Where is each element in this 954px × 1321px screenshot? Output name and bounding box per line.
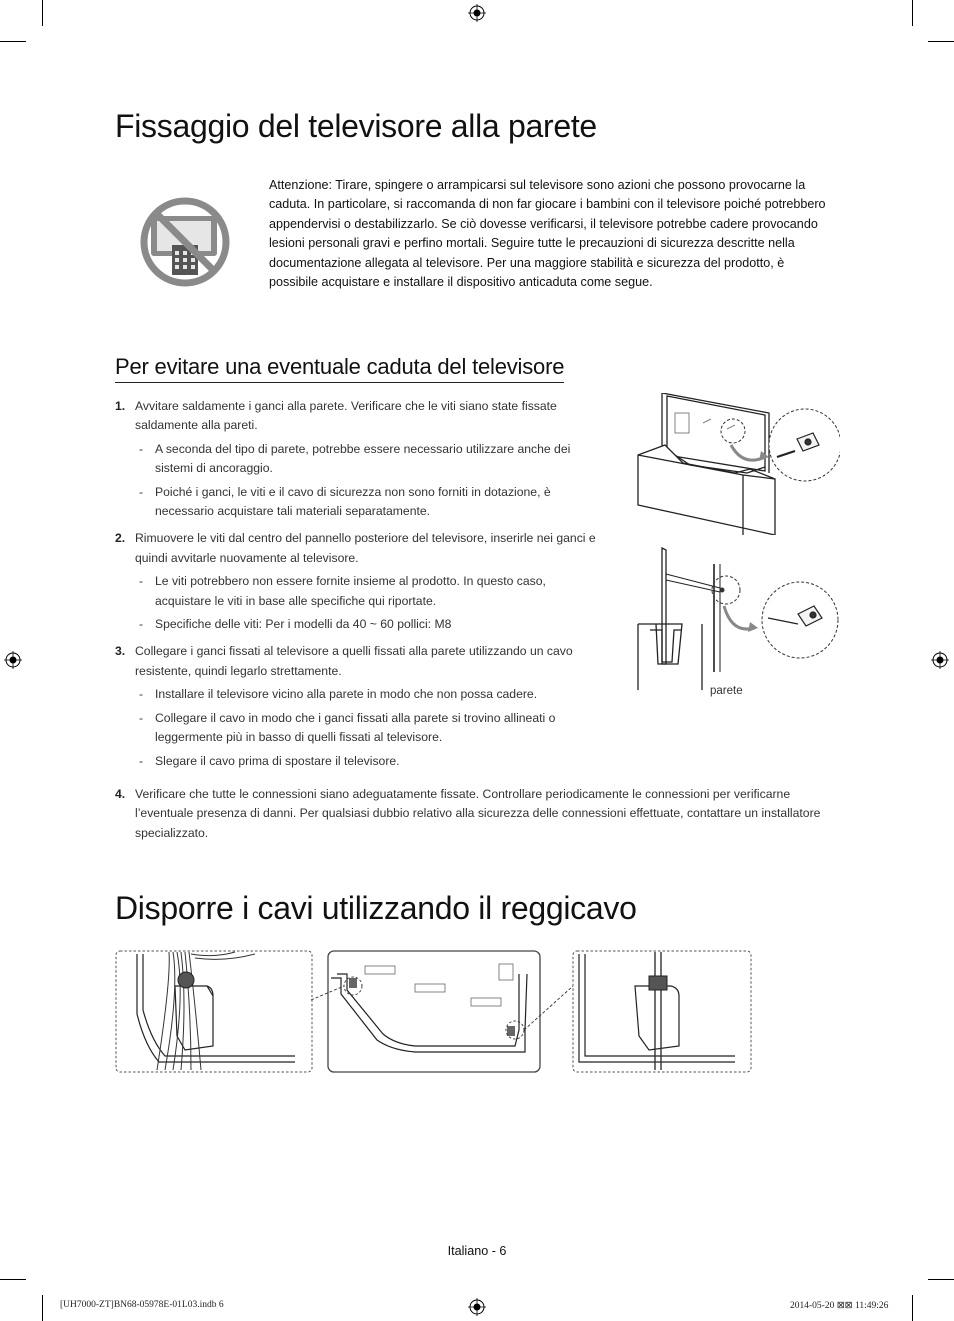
step-3 bbox=[115, 642, 605, 770]
cable-holder-illustration bbox=[115, 950, 755, 1076]
no-climbing-tv-icon bbox=[139, 196, 231, 288]
step-note-text: Poiché i ganci, le viti e il cavo di sicurezza non sono forniti in dotazione, è necessario acquistare tali materiali separatamente. bbox=[155, 484, 551, 519]
registration-mark-icon bbox=[931, 651, 949, 669]
steps-list bbox=[115, 397, 605, 779]
step-note-text: Specifiche delle viti: Per i modelli da 40 ~ 60 pollici: M8 bbox=[155, 617, 452, 632]
tv-side-wall-illustration bbox=[636, 544, 842, 694]
step-number: 2. bbox=[115, 531, 126, 546]
step-note-text: Slegare il cavo prima di spostare il televisore. bbox=[155, 753, 400, 768]
step-number: 4. bbox=[115, 787, 126, 801]
step-note-text: Collegare il cavo in modo che i ganci fissati alla parete si trovino allineati o leggermente più in basso di quelli fissati al televisore. bbox=[155, 710, 556, 745]
step-note: - Specifiche delle viti: Per i modelli da 40 ~ 60 pollici: M8 bbox=[139, 617, 452, 632]
crop-mark bbox=[0, 41, 26, 42]
page-title: Fissaggio del televisore alla parete bbox=[115, 108, 597, 144]
crop-mark bbox=[912, 1295, 913, 1321]
step-1 bbox=[115, 397, 605, 521]
crop-mark bbox=[928, 41, 954, 42]
registration-mark-icon bbox=[4, 651, 22, 669]
crop-mark bbox=[928, 1279, 954, 1280]
section-subtitle: Per evitare una eventuale caduta del televisore bbox=[115, 354, 564, 383]
registration-mark-icon bbox=[468, 4, 486, 22]
step-2 bbox=[115, 529, 605, 634]
crop-mark bbox=[42, 1295, 43, 1321]
step-note: - A seconda del tipo di parete, potrebbe essere necessario utilizzare anche dei sistemi di ancoraggio. bbox=[139, 441, 571, 476]
step-note: - Installare il televisore vicino alla parete in modo che non possa cadere. bbox=[139, 687, 538, 702]
print-slug-left: [UH7000-ZT]BN68-05978E-01L03.indb 6 bbox=[60, 1300, 224, 1310]
step-note-text: Installare il televisore vicino alla parete in modo che non possa cadere. bbox=[155, 687, 538, 702]
wall-label: parete bbox=[710, 685, 743, 697]
step-number: 3. bbox=[115, 644, 126, 659]
step-note: - Collegare il cavo in modo che i ganci fissati alla parete si trovino allineati o leggermente più in basso di quelli fissati al televisore. bbox=[139, 710, 556, 745]
step-note-text: Le viti potrebbero non essere fornite insieme al prodotto. In questo caso, acquistare le viti in base alle specifiche qui riportate. bbox=[155, 574, 546, 608]
step-text: Collegare i ganci fissati al televisore a quelli fissati alla parete utilizzando un cavo resistente, quindi legarlo strettamente. bbox=[135, 644, 573, 678]
step-text: Verificare che tutte le connessioni siano adeguatamente fissate. Controllare periodicamente le connessioni per verificarne l’eventuale presenza di danni. Per qualsiasi dubbio relativo alla sicurezza delle connessioni effettuate, contattare un installatore specializzato. bbox=[135, 787, 821, 840]
tv-rear-hook-illustration bbox=[635, 393, 840, 535]
section-title-cable-holder: Disporre i cavi utilizzando il reggicavo bbox=[115, 890, 637, 926]
step-text: Avvitare saldamente i ganci alla parete. Verificare che le viti siano state fissate saldamente alla pareti. bbox=[135, 399, 557, 433]
registration-mark-icon bbox=[468, 1298, 486, 1316]
step-note: - Poiché i ganci, le viti e il cavo di sicurezza non sono forniti in dotazione, è necessario acquistare tali materiali separatamente. bbox=[139, 484, 551, 519]
warning-text: Attenzione: Tirare, spingere o arrampicarsi sul televisore sono azioni che possono provocarne la caduta. In particolare, si raccomanda di non far giocare i bambini con il televisore poiché potrebbero appendervisi o destabilizzarlo. Se ciò dovesse verificarsi, il televisore potrebbe cadere provocando lesioni personali gravi e perfino mortali. Seguire tutte le precauzioni di sicurezza descritte nella documentazione allegata al televisore. Per una maggiore stabilità e sicurezza del prodotto, è possibile acquistare e installare il dispositivo anticaduta come segue. bbox=[269, 178, 826, 290]
step-text: Rimuovere le viti dal centro del pannello posteriore del televisore, inserirle nei ganci e quindi avvitarle nuovamente al televisore. bbox=[135, 531, 596, 565]
print-slug-right: 2014-05-20 ⊠⊠ 11:49:26 bbox=[790, 1301, 889, 1311]
step-note: - Slegare il cavo prima di spostare il televisore. bbox=[139, 753, 400, 768]
page-footer: Italiano - 6 bbox=[447, 1244, 507, 1258]
crop-mark bbox=[912, 0, 913, 26]
step-note-text: A seconda del tipo di parete, potrebbe essere necessario utilizzare anche dei sistemi di ancoraggio. bbox=[155, 441, 571, 476]
step-4 bbox=[115, 785, 830, 843]
crop-mark bbox=[0, 1279, 26, 1280]
step-note: - Le viti potrebbero non essere fornite insieme al prodotto. In questo caso, acquistare le viti in base alle specifiche qui riportate. bbox=[139, 574, 546, 608]
step-number: 1. bbox=[115, 399, 126, 413]
crop-mark bbox=[42, 0, 43, 26]
